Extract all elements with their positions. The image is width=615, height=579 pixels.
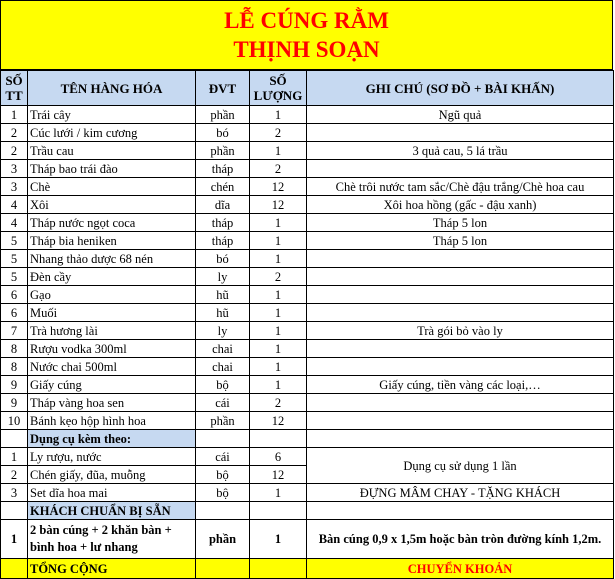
row-no: 2: [1, 142, 28, 160]
row-name: Cúc lưới / kim cương: [28, 124, 196, 142]
row-note: [307, 340, 614, 358]
row-qty: 1: [250, 340, 307, 358]
header-qty: SỐ LƯỢNG: [250, 71, 307, 106]
section-spacer: [307, 430, 614, 448]
row-unit: dĩa: [196, 196, 250, 214]
table-row: [1, 358, 614, 376]
table-row: [1, 340, 614, 358]
row-note: [307, 250, 614, 268]
table-row: [1, 124, 614, 142]
row-no: 6: [1, 286, 28, 304]
table-row: [1, 304, 614, 322]
row-note: Trà gói bỏ vào ly: [307, 322, 614, 340]
row-name: Nhang thảo dược 68 nén: [28, 250, 196, 268]
customer-body: [1, 502, 614, 579]
row-unit: ly: [196, 268, 250, 286]
row-note: [307, 304, 614, 322]
row-name: Ly rượu, nước: [28, 448, 196, 466]
header-no: SỐ TT: [1, 71, 28, 106]
header-unit: ĐVT: [196, 71, 250, 106]
row-unit: ly: [196, 322, 250, 340]
section-spacer: [1, 502, 28, 520]
row-no: 2: [1, 124, 28, 142]
tools-section-row: [1, 430, 614, 448]
row-no: 9: [1, 376, 28, 394]
row-qty: 1: [250, 106, 307, 124]
table-row: [1, 376, 614, 394]
tools-merged-note: Dụng cụ sử dụng 1 lần: [307, 448, 614, 484]
table-row: [1, 286, 614, 304]
row-name: Tháp nước ngọt coca: [28, 214, 196, 232]
row-note: Xôi hoa hồng (gấc - đậu xanh): [307, 196, 614, 214]
row-name: Trà hương lài: [28, 322, 196, 340]
row-unit: bộ: [196, 376, 250, 394]
row-no: 4: [1, 214, 28, 232]
title-banner: [0, 0, 613, 70]
row-no: 8: [1, 340, 28, 358]
row-name: Set dĩa hoa mai: [28, 484, 196, 502]
row-unit: cái: [196, 448, 250, 466]
row-no: 10: [1, 412, 28, 430]
row-unit: phần: [196, 142, 250, 160]
row-qty: 1: [250, 250, 307, 268]
section-spacer: [307, 502, 614, 520]
row-qty: 1: [250, 322, 307, 340]
tools-section-label: Dụng cụ kèm theo:: [28, 430, 196, 448]
row-no: 3: [1, 178, 28, 196]
items-body: [1, 106, 614, 430]
row-note: ĐỰNG MÂM CHAY - TẶNG KHÁCH: [307, 484, 614, 502]
total-spacer: [196, 559, 250, 579]
row-unit: cái: [196, 394, 250, 412]
row-qty: 1: [250, 484, 307, 502]
row-note: [307, 160, 614, 178]
row-name: Trái cây: [28, 106, 196, 124]
row-qty: 1: [250, 358, 307, 376]
row-no: 2: [1, 466, 28, 484]
title-line-1: LỄ CÚNG RẰM: [224, 8, 389, 33]
row-note: Giấy cúng, tiền vàng các loại,…: [307, 376, 614, 394]
row-qty: 12: [250, 466, 307, 484]
row-name: Trầu cau: [28, 142, 196, 160]
row-unit: chai: [196, 358, 250, 376]
title-line-2: THỊNH SOẠN: [233, 37, 380, 62]
row-unit: tháp: [196, 232, 250, 250]
row-unit: hũ: [196, 304, 250, 322]
table-row: [1, 484, 614, 502]
row-no: 5: [1, 232, 28, 250]
row-note: [307, 412, 614, 430]
row-no: 4: [1, 196, 28, 214]
header-note: GHI CHÚ (SƠ ĐỒ + BÀI KHẤN): [307, 71, 614, 106]
section-spacer: [196, 502, 250, 520]
row-no: 1: [1, 520, 28, 559]
section-spacer: [196, 430, 250, 448]
row-unit: bộ: [196, 466, 250, 484]
row-note: 3 quả cau, 5 lá trầu: [307, 142, 614, 160]
table-row: [1, 394, 614, 412]
row-qty: 6: [250, 448, 307, 466]
row-qty: 12: [250, 412, 307, 430]
row-name: Tháp vàng hoa sen: [28, 394, 196, 412]
row-qty: 2: [250, 394, 307, 412]
row-qty: 2: [250, 160, 307, 178]
table-row: [1, 448, 614, 466]
row-name: Đèn cầy: [28, 268, 196, 286]
items-table: [0, 70, 614, 579]
row-qty: 1: [250, 142, 307, 160]
row-no: 3: [1, 160, 28, 178]
table-row: [1, 178, 614, 196]
row-qty: 1: [250, 214, 307, 232]
row-name: Gạo: [28, 286, 196, 304]
table-row: [1, 250, 614, 268]
row-no: 1: [1, 448, 28, 466]
row-qty: 1: [250, 520, 307, 559]
row-no: 5: [1, 268, 28, 286]
row-unit: tháp: [196, 160, 250, 178]
header-name: TÊN HÀNG HÓA: [28, 71, 196, 106]
row-no: 8: [1, 358, 28, 376]
row-qty: 2: [250, 268, 307, 286]
table-row: [1, 106, 614, 124]
section-spacer: [1, 430, 28, 448]
row-unit: bộ: [196, 484, 250, 502]
row-note: Ngũ quả: [307, 106, 614, 124]
row-name: Nước chai 500ml: [28, 358, 196, 376]
table-row: [1, 322, 614, 340]
row-unit: hũ: [196, 286, 250, 304]
row-name: Tháp bia heniken: [28, 232, 196, 250]
row-note: Bàn cúng 0,9 x 1,5m hoặc bàn tròn đường kính 1,2m.: [307, 520, 614, 559]
table-row: [1, 160, 614, 178]
row-unit: bó: [196, 124, 250, 142]
row-no: 3: [1, 484, 28, 502]
row-note: [307, 394, 614, 412]
table-row: [1, 268, 614, 286]
section-spacer: [250, 430, 307, 448]
row-note: [307, 268, 614, 286]
row-unit: phần: [196, 412, 250, 430]
row-note: [307, 124, 614, 142]
tools-body: [1, 430, 614, 502]
customer-section-label: KHÁCH CHUẨN BỊ SẴN: [28, 502, 196, 520]
row-name: Bánh kẹo hộp hình hoa: [28, 412, 196, 430]
customer-row: [1, 520, 614, 559]
table-row: [1, 214, 614, 232]
total-note: CHUYỂN KHOẢN: [307, 559, 614, 579]
row-no: 1: [1, 106, 28, 124]
total-label: TỔNG CỘNG: [28, 559, 196, 579]
row-note: Tháp 5 lon: [307, 214, 614, 232]
row-name: Chè: [28, 178, 196, 196]
row-no: 6: [1, 304, 28, 322]
row-unit: chai: [196, 340, 250, 358]
row-note: Chè trôi nước tam sắc/Chè đậu trắng/Chè hoa cau: [307, 178, 614, 196]
row-no: 9: [1, 394, 28, 412]
row-name: Chén giấy, đũa, muỗng: [28, 466, 196, 484]
row-qty: 12: [250, 178, 307, 196]
row-name: Tháp bao trái đào: [28, 160, 196, 178]
row-name: Rượu vodka 300ml: [28, 340, 196, 358]
table-row: [1, 232, 614, 250]
row-no: 7: [1, 322, 28, 340]
total-row: [1, 559, 614, 579]
row-unit: bó: [196, 250, 250, 268]
row-note: Tháp 5 lon: [307, 232, 614, 250]
total-spacer: [250, 559, 307, 579]
row-unit: chén: [196, 178, 250, 196]
row-qty: 1: [250, 232, 307, 250]
row-name: Xôi: [28, 196, 196, 214]
row-qty: 1: [250, 376, 307, 394]
row-unit: phần: [196, 106, 250, 124]
header-row: [1, 71, 614, 106]
section-spacer: [250, 502, 307, 520]
row-name: 2 bàn cúng + 2 khăn bàn + bình hoa + lư nhang: [28, 520, 196, 559]
row-qty: 1: [250, 304, 307, 322]
row-qty: 12: [250, 196, 307, 214]
total-spacer: [1, 559, 28, 579]
row-qty: 2: [250, 124, 307, 142]
table-row: [1, 142, 614, 160]
row-unit: phần: [196, 520, 250, 559]
customer-section-row: [1, 502, 614, 520]
row-no: 5: [1, 250, 28, 268]
table-row: [1, 412, 614, 430]
row-name: Giấy cúng: [28, 376, 196, 394]
row-qty: 1: [250, 286, 307, 304]
row-name: Muối: [28, 304, 196, 322]
row-note: [307, 358, 614, 376]
table-row: [1, 196, 614, 214]
row-unit: tháp: [196, 214, 250, 232]
row-note: [307, 286, 614, 304]
